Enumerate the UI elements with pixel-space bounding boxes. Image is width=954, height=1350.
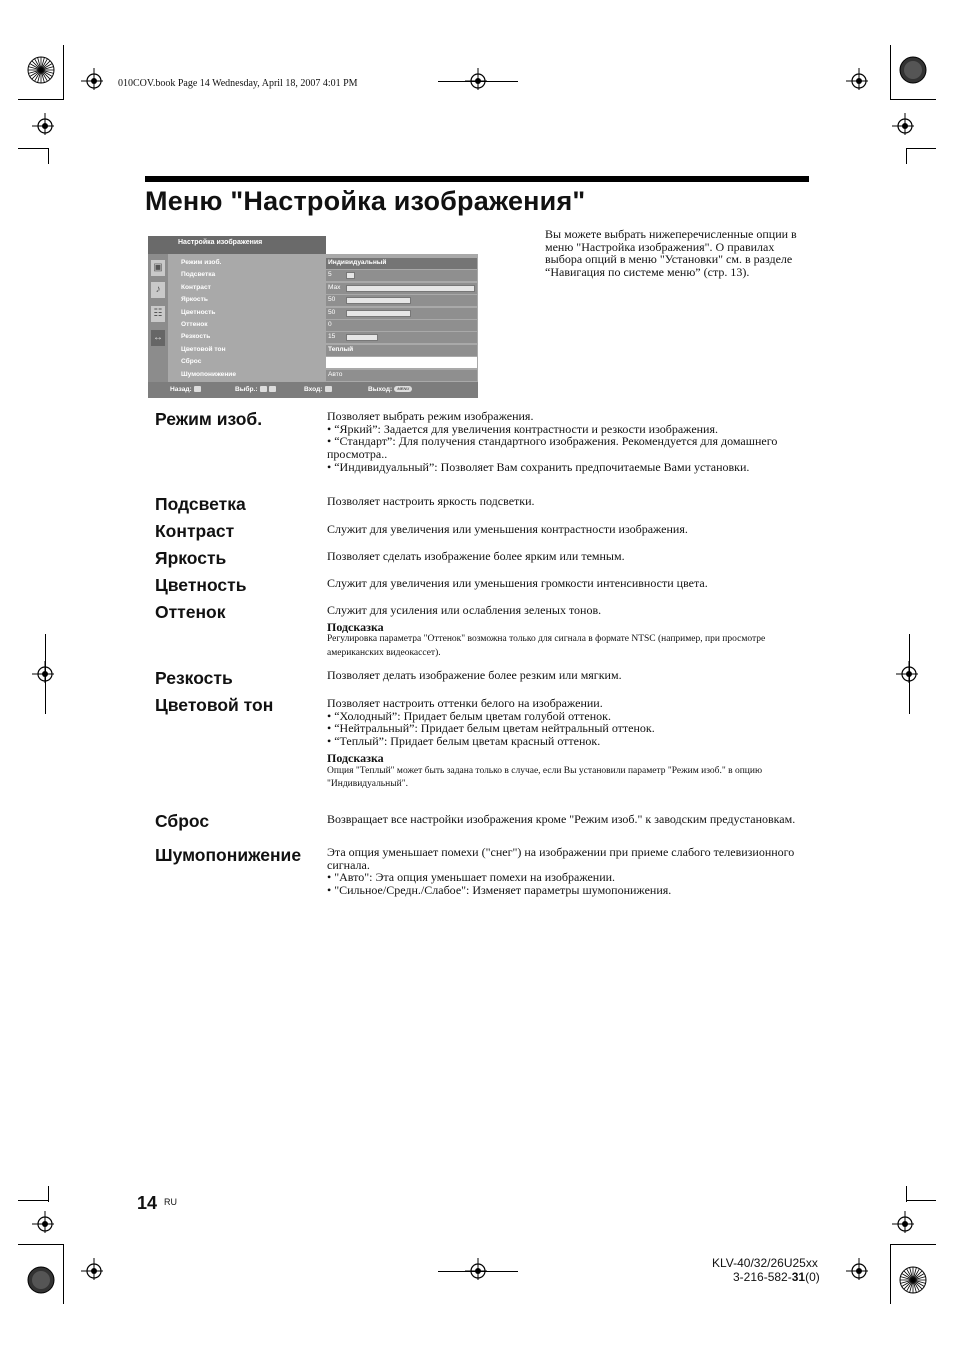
term-mode: Режим изоб. [155,409,263,429]
desc-reset: Возвращает все настройки изображения кроме "Режим изоб." к заводским предустановкам. [327,812,796,826]
crosshair-icon [81,1258,103,1280]
desc-color: Служит для увеличения или уменьшения громкости интенсивности цвета. [327,576,708,590]
tv-menu-row-label: Цветовой тон [181,345,226,353]
crop-line [48,148,49,164]
desc-backlight: Позволяет настроить яркость подсветки. [327,494,535,508]
term-nr: Шумопонижение [155,845,302,865]
term-brightness: Яркость [155,548,227,568]
tv-menu-row [178,345,477,356]
desc-mode [327,410,812,474]
input-arrows-icon: ↔ [151,330,165,346]
file-meta: 010COV.book Page 14 Wednesday, April 18, 2007 4:01 PM [118,78,358,89]
tv-menu-level-bar [346,334,378,341]
desc-line: Позволяет настроить оттенки белого на изображении. [327,696,603,710]
tv-menu-row [178,332,477,343]
desc-line: Позволяет выбрать режим изображения. [327,409,534,423]
tv-menu-row-value: 15 [328,333,336,341]
desc-line: • “Теплый”: Придает белым цветам красный оттенок. [327,734,601,749]
hint-text: Регулировка параметра "Оттенок" возможна только для сигнала в формате NTSC (например, при просмотре американских видеокассет). [327,634,766,658]
part-code-prefix: 3-216-582- [733,1270,792,1284]
crosshair-icon [32,1211,54,1233]
density-patch-icon [27,1266,55,1294]
crop-line [909,634,910,714]
tv-menu-footer [148,382,478,398]
tv-menu-row-value: Max [328,283,341,291]
tv-menu-row-value: 0 [328,321,332,328]
term-reset: Сброс [155,811,210,831]
tv-menu-level-bar [346,272,355,279]
desc-line: • “Яркий”: Задается для увеличения контрастности и резкости изображения. [327,421,719,436]
picture-icon: ▣ [151,260,165,276]
crosshair-icon [892,1211,914,1233]
settings-list-icon: ☷ [151,306,165,322]
desc-line: • "Авто": Эта опция уменьшает помехи на изображении. [327,870,616,885]
tv-menu-row-value: 5 [328,271,332,279]
title-rule [145,176,809,182]
term-color: Цветность [155,575,247,595]
tv-menu-screenshot [148,236,478,398]
enter-icon [325,386,332,392]
menu-key-icon: MENU [394,386,412,392]
tv-menu-level-bar [346,285,475,292]
crop-line [906,1186,907,1202]
tv-menu-row [178,320,477,331]
crop-line [906,148,907,164]
tv-menu-row [178,270,477,281]
part-code-suffix: (0) [805,1270,820,1284]
crop-line [63,45,64,100]
tv-menu-row-value: Индивидуальный [328,259,387,266]
desc-line: Служит для усиления или ослабления зеленых тонов. [327,603,602,617]
up-arrow-icon [260,386,267,392]
tv-menu-value-bg [326,357,477,368]
desc-brightness: Позволяет сделать изображение более ярким или темным. [327,549,625,563]
tv-menu-icon-column [148,254,168,382]
crosshair-icon [465,1258,487,1280]
footer-back: Назад: [170,386,201,393]
tv-menu-row-label: Оттенок [181,321,208,328]
tv-menu-header-blank [326,236,478,254]
tv-menu-row [178,295,477,306]
crop-line [890,45,891,100]
crop-line [18,99,64,100]
tv-menu-row-label: Сброс [181,358,202,366]
tv-menu-level-bar [346,310,411,317]
page-language: RU [164,1197,177,1207]
crosshair-icon [32,113,54,135]
crop-line [63,1244,64,1304]
crosshair-icon [846,1258,868,1280]
crop-line [18,1200,48,1201]
crosshair-icon [846,68,868,90]
tv-menu-row-label: Яркость [181,296,208,304]
music-note-icon: ♪ [151,282,165,298]
crop-line [45,634,46,714]
tv-menu-row [178,370,477,381]
crop-line [48,1186,49,1202]
tv-menu-row-value: Теплый [328,345,354,353]
footer-select: Выбр.: [235,386,276,393]
star-target-icon [899,1266,927,1294]
desc-line: • “Стандарт”: Для получения стандартного изображения. Рекомендуется для домашнего просмотра.. [327,434,778,462]
crosshair-icon [81,68,103,90]
model-number: KLV-40/32/26U25xx [712,1256,818,1270]
desc-line: • “Нейтральный”: Придает белым цветам нейтральный оттенок. [327,721,655,736]
hint-text: Опция "Теплый" может быть задана только в случае, если Вы установили параметр "Режим изоб." в опцию "Индивидуальный". [327,765,763,790]
tv-menu-row-label: Резкость [181,333,211,341]
part-code [733,1270,820,1284]
desc-hue [327,604,812,660]
crosshair-icon [896,661,918,683]
page-number: 14 [137,1193,158,1213]
term-hue: Оттенок [155,602,226,622]
desc-sharpness: Позволяет делать изображение более резким или мягким. [327,668,622,682]
tv-menu-value-bg [326,320,477,331]
desc-line: • “Холодный”: Придает белым цветам голубой оттенок. [327,708,611,723]
tv-menu-row-label: Подсветка [181,271,216,279]
tv-menu-level-bar [346,297,411,304]
crop-line [18,148,48,149]
tv-menu-row [178,258,477,269]
tv-menu-row [178,357,477,368]
desc-line: • “Индивидуальный”: Позволяет Вам сохранить предпочитаемые Вами установки. [327,459,750,474]
tv-menu-row [178,283,477,294]
intro-text: Вы можете выбрать нижеперечисленные опции в меню "Настройка изображения". О правилах выбора опций в меню "Установки" см. в разделе “Навигация по системе меню” (стр. 13). [545,227,797,279]
footer-enter: Вход: [304,386,332,393]
crop-line [906,148,936,149]
crosshair-icon [465,68,487,90]
hint-title: Подсказка [327,619,384,634]
desc-line: Эта опция уменьшает помехи ("снег") на изображении при приеме слабого телевизионного сигнала. [327,845,795,872]
crop-line [438,1271,518,1272]
crop-line [438,81,518,82]
tv-menu-row-label: Контраст [181,283,211,291]
crosshair-icon [32,661,54,683]
desc-line: • "Сильное/Средн./Слабое": Изменяет параметры шумопонижения. [327,883,672,898]
crop-line [906,1200,936,1201]
tv-menu-row-value: Авто [328,370,343,378]
star-target-icon [27,56,55,84]
crop-line [890,99,936,100]
down-arrow-icon [269,386,276,392]
tv-menu-value-bg [326,370,477,381]
term-tone: Цветовой тон [155,695,274,715]
tv-menu-row-label: Режим изоб. [181,259,222,266]
term-sharpness: Резкость [155,668,233,688]
tv-menu-title: Настройка изображения [178,239,263,246]
back-arrow-icon [194,386,201,392]
term-backlight: Подсветка [155,494,246,514]
desc-contrast: Служит для увеличения или уменьшения контрастности изображения. [327,522,688,536]
tv-menu-header [148,236,326,254]
desc-tone [327,697,812,792]
crop-line [890,1244,891,1304]
tv-menu-row-value: 50 [328,308,336,316]
term-contrast: Контраст [155,521,235,541]
tv-menu-row-label: Шумопонижение [181,370,237,378]
tv-menu-row-value: 50 [328,296,336,304]
page-title: Меню "Настройка изображения" [145,186,586,216]
tv-menu-row [178,308,477,319]
tv-menu-row-label: Цветность [181,308,216,316]
part-code-bold: 31 [791,1270,806,1284]
crosshair-icon [892,113,914,135]
crop-line [890,1244,936,1245]
crop-line [18,1244,64,1245]
density-patch-icon [899,56,927,84]
footer-exit: Выход: MENU [368,386,412,393]
desc-nr [327,846,812,897]
hint-title: Подсказка [327,750,384,765]
